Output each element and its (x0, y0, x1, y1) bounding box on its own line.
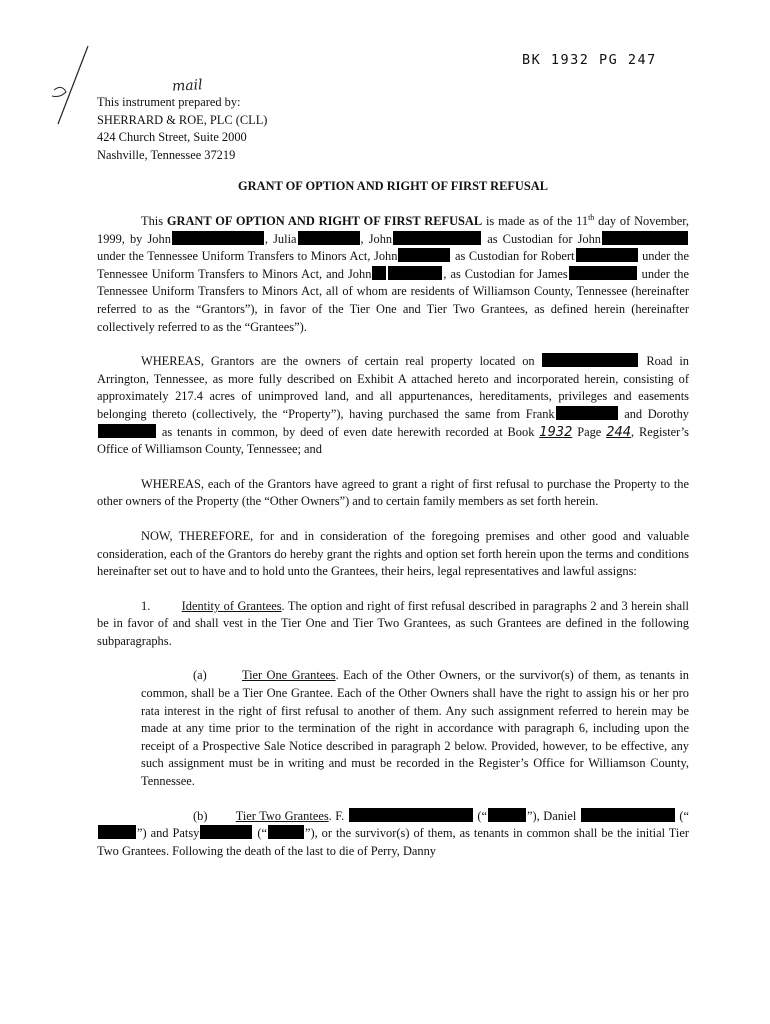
preparer-block (97, 94, 397, 164)
redaction (488, 808, 526, 822)
handwritten-margin-mark (48, 44, 98, 134)
redaction (98, 825, 136, 839)
section-1b-tier-two-grantees: (b) Tier Two Grantees. F. (“ ”), Daniel (“”) and Patsy (“ ”), or the survivor(s) of them, as tenants in common shall be the initial Tier Two Grantees. Following the death of the last to die of Perry, Danny (97, 808, 690, 858)
redaction (393, 231, 481, 245)
redaction (268, 825, 304, 839)
redaction (602, 231, 688, 245)
document-title: GRANT OF OPTION AND RIGHT OF FIRST REFUSAL (238, 179, 548, 193)
redaction (576, 248, 638, 262)
handwritten-book-number: 1932 (539, 424, 573, 440)
section-1-identity-of-grantees: 1. Identity of Grantees. The option and right of first refusal described in paragraphs 2 and 3 herein shall be in favor of and shall vest in the Tier One and Tier Two Grantees, as such Grantees are defined in the following subparagraphs. (97, 598, 689, 648)
handwritten-note: mail (171, 77, 203, 95)
preparer-street: 424 Church Street, Suite 2000 (97, 130, 247, 145)
redaction (98, 424, 156, 438)
now-therefore-paragraph: NOW, THEREFORE, for and in consideration of the foregoing premises and other good and valuable consideration, each of the Grantors do hereby grant the rights and option set forth herein upon the terms and conditions hereinafter set out to have and to hold unto the Grantees, their heirs, legal representatives and lawful assigns: (97, 528, 689, 579)
redaction (542, 353, 638, 367)
whereas-property-paragraph: WHEREAS, Grantors are the owners of certain real property located on Road in Arrington, Tennessee, as more fully described on Exhibit A attached hereto and incorporated herein, consisting of approximately 217.4 acres of unimproved land, and all appurtenances, hereditaments, privileges and easements belonging thereto (collectively, the “Property”), having purchased the same from Frank and Dorothy as tenants in common, by deed of even date herewith recorded at Book 1932 Page 244, Register’s Office of Williamson County, Tennessee; and (97, 354, 689, 457)
redaction (349, 808, 473, 822)
preparer-label: This instrument prepared by: (97, 95, 241, 109)
redaction (372, 266, 386, 280)
redaction (398, 248, 450, 262)
document-body (97, 213, 689, 877)
opening-paragraph: This GRANT OF OPTION AND RIGHT OF FIRST REFUSAL is made as of the 11th day of November, 1999, by John , Julia , John as Custodian for John under the Tennessee Uniform Transfers to Minors Act, John as Custodian for Robert under the Tennessee Uniform Transfers to Minors Act, and John , as Custodian for James under the Tennessee Uniform Transfers to Minors Act, all of whom are residents of Williamson County, Tennessee (hereinafter referred to as the “Grantors”), in favor of the Tier One and Tier Two Grantees, as defined herein (hereinafter collectively referred to as the “Grantees”). (97, 212, 690, 334)
redaction (569, 266, 637, 280)
redaction (200, 825, 252, 839)
handwritten-page-number: 244 (606, 424, 632, 440)
preparer-firm: SHERRARD & ROE, PLC (CLL) (97, 112, 268, 127)
redaction (172, 231, 264, 245)
redaction (298, 231, 360, 245)
preparer-city: Nashville, Tennessee 37219 (97, 147, 236, 162)
redaction (556, 406, 618, 420)
whereas-refusal-paragraph: WHEREAS, each of the Grantors have agreed to grant a right of first refusal to purchase the Property to the other owners of the Property (the “Other Owners”) and to certain family members as set forth herein. (97, 476, 689, 509)
redaction (581, 808, 675, 822)
book-page-reference: BK 1932 PG 247 (522, 52, 657, 68)
redaction (388, 266, 442, 280)
section-1a-tier-one-grantees: (a) Tier One Grantees. Each of the Other Owners, or the survivor(s) of them, as tenants in common, shall be a Tier One Grantee. Each of the Other Owners shall have the right to assign his or her pro rata interest in the right of first refusal to another of them. Any such assignment referred to herein may be made at any time prior to the termination of the right in accordance with paragraph 6, including upon the receipt of a Prospective Sale Notice described in paragraph 2 below. Provided, however, to be effective, any such assignment must be in writing and must be recorded in the Register’s Office for Williamson County, Tennessee. (141, 668, 689, 789)
